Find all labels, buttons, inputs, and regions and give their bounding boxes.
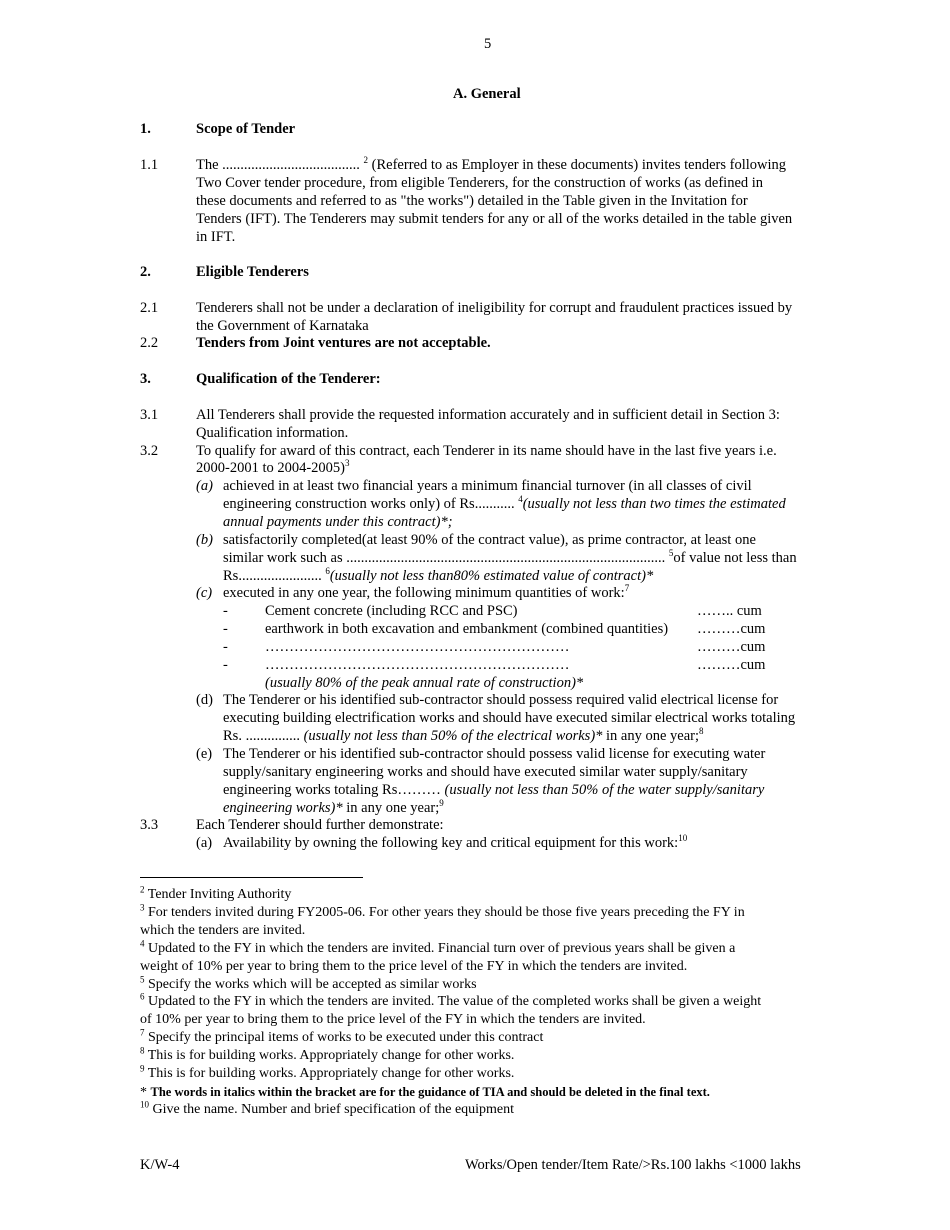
qty-value: ………cum [697,621,766,637]
qty-note: (usually 80% of the peak annual rate of construction)* [265,675,584,691]
item-text-line: achieved in at least two financial years a minimum financial turnover (in all classes of civil [223,478,752,494]
clause-text-line: All Tenderers shall provide the requested information accurately and in sufficient detail in Section 3: [196,407,780,423]
item-text-line: executing building electrification works and should have executed similar electrical works totaling [223,710,796,726]
qty-value: ………cum [697,657,766,673]
qty-item: ……………………………………………………… [265,657,570,673]
footnote-continued: weight of 10% per year to bring them to the price level of the FY in which the tenders are invited. [140,959,688,974]
qty-item: ……………………………………………………… [265,639,570,655]
clause-text-line: these documents and referred to as "the works") detailed in the Table given in the Invitation for [196,193,748,209]
qty-value: ………cum [697,639,766,655]
item-text-line: Availability by owning the following key and critical equipment for this work:$^{10}$ [223,833,688,851]
clause-number: 2.2 [140,335,159,351]
footnote: $^2$ Tender Inviting Authority [140,884,292,902]
clause-text-line: Tenders (IFT). The Tenderers may submit tenders for any or all of the works detailed in the table given [196,211,793,227]
item-text-line: engineering works totaling Rs……… (usually not less than 50% of the water supply/sanitary [223,782,765,798]
qty-dash: - [223,639,228,655]
clause-text-line: 2000-2001 to 2004-2005)$^3$ [196,458,350,476]
item-text-line: supply/sanitary engineering works and should have executed similar water supply/sanitary [223,764,748,780]
item-text-line: The Tenderer or his identified sub-contractor should possess required valid electrical license for [223,692,779,708]
clause-text-line: The ...................................... $^2$ (Referred to as Employer in these documents) invites tenders following [196,155,787,173]
section-title: Scope of Tender [196,121,296,137]
clause-number: 3.3 [140,817,159,833]
item-text-line: executed in any one year, the following minimum quantities of work:$^7$ [223,583,630,601]
item-text-line: Rs. ............... (usually not less than 50% of the electrical works)* in any one year;$^8$ [223,726,704,744]
section-number: 2. [140,264,151,280]
footnote-continued: of 10% per year to bring them to the price level of the FY in which the tenders are invited. [140,1012,646,1027]
footnote: $^{10}$ Give the name. Number and brief specification of the equipment [140,1099,515,1117]
item-label: (b) [196,532,213,548]
qty-item: Cement concrete (including RCC and PSC) [265,603,518,619]
qty-dash: - [223,657,228,673]
footnote-separator [140,877,363,878]
clause-text-line: in IFT. [196,229,236,245]
section-number: 1. [140,121,151,137]
footnote: $^4$ Updated to the FY in which the tenders are invited. Financial turn over of previous years shall be given a [140,938,736,956]
page-number: 5 [484,36,492,52]
section-number: 3. [140,371,151,387]
item-label: (e) [196,746,213,762]
item-label: (c) [196,585,213,601]
item-text-line: engineering works)* in any one year;$^9$ [223,798,444,816]
footnote: $^8$ This is for building works. Appropriately change for other works. [140,1045,515,1063]
section-heading: A. General [453,86,521,102]
footnote-star: * The words in italics within the bracket are for the guidance of TIA and should be deleted in the final text. [140,1085,710,1100]
clause-number: 2.1 [140,300,159,316]
footer-right: Works/Open tender/Item Rate/>Rs.100 lakhs <1000 lakhs [465,1157,801,1173]
clause-text-line: Qualification information. [196,425,349,441]
qty-dash: - [223,603,228,619]
item-label: (a) [196,835,213,851]
footnote-continued: which the tenders are invited. [140,923,306,938]
clause-text-line: Tenders from Joint ventures are not acceptable. [196,335,491,351]
section-title: Qualification of the Tenderer: [196,371,381,387]
clause-text-line: Two Cover tender procedure, from eligible Tenderers, for the construction of works (as defined in [196,175,764,191]
footer-left: K/W-4 [140,1157,180,1173]
item-text-line: Rs....................... $^6$(usually not less than80% estimated value of contract)* [223,566,654,584]
qty-value: …….. cum [697,603,762,619]
section-title: Eligible Tenderers [196,264,309,280]
footnote: $^3$ For tenders invited during FY2005-06. For other years they should be those five years preceding the FY in [140,902,745,920]
footnote: $^9$ This is for building works. Appropriately change for other works. [140,1063,515,1081]
item-text-line: annual payments under this contract)*; [223,514,453,530]
clause-text-line: Tenderers shall not be under a declaration of ineligibility for corrupt and fraudulent practices issued by [196,300,793,316]
clause-text-line: To qualify for award of this contract, each Tenderer in its name should have in the last five years i.e. [196,443,777,459]
footnote: $^5$ Specify the works which will be accepted as similar works [140,974,477,992]
item-text-line: similar work such as ........................................................................................ $^5$of value not less than [223,548,797,566]
footnote: $^7$ Specify the principal items of works to be executed under this contract [140,1027,544,1045]
item-label: (d) [196,692,213,708]
item-text-line: The Tenderer or his identified sub-contractor should possess valid license for executing water [223,746,766,762]
clause-text-line: Each Tenderer should further demonstrate: [196,817,444,833]
footnote: $^6$ Updated to the FY in which the tenders are invited. The value of the completed works shall be given a weight [140,991,762,1009]
clause-number: 3.1 [140,407,159,423]
item-label: (a) [196,478,213,494]
qty-dash: - [223,621,228,637]
item-text-line: satisfactorily completed(at least 90% of the contract value), as prime contractor, at least one [223,532,756,548]
clause-number: 1.1 [140,157,159,173]
clause-text-line: the Government of Karnataka [196,318,369,334]
qty-item: earthwork in both excavation and embankment (combined quantities) [265,621,669,637]
item-text-line: engineering construction works only) of Rs........... $^4$(usually not less than two times the estimated [223,494,786,512]
clause-number: 3.2 [140,443,159,459]
